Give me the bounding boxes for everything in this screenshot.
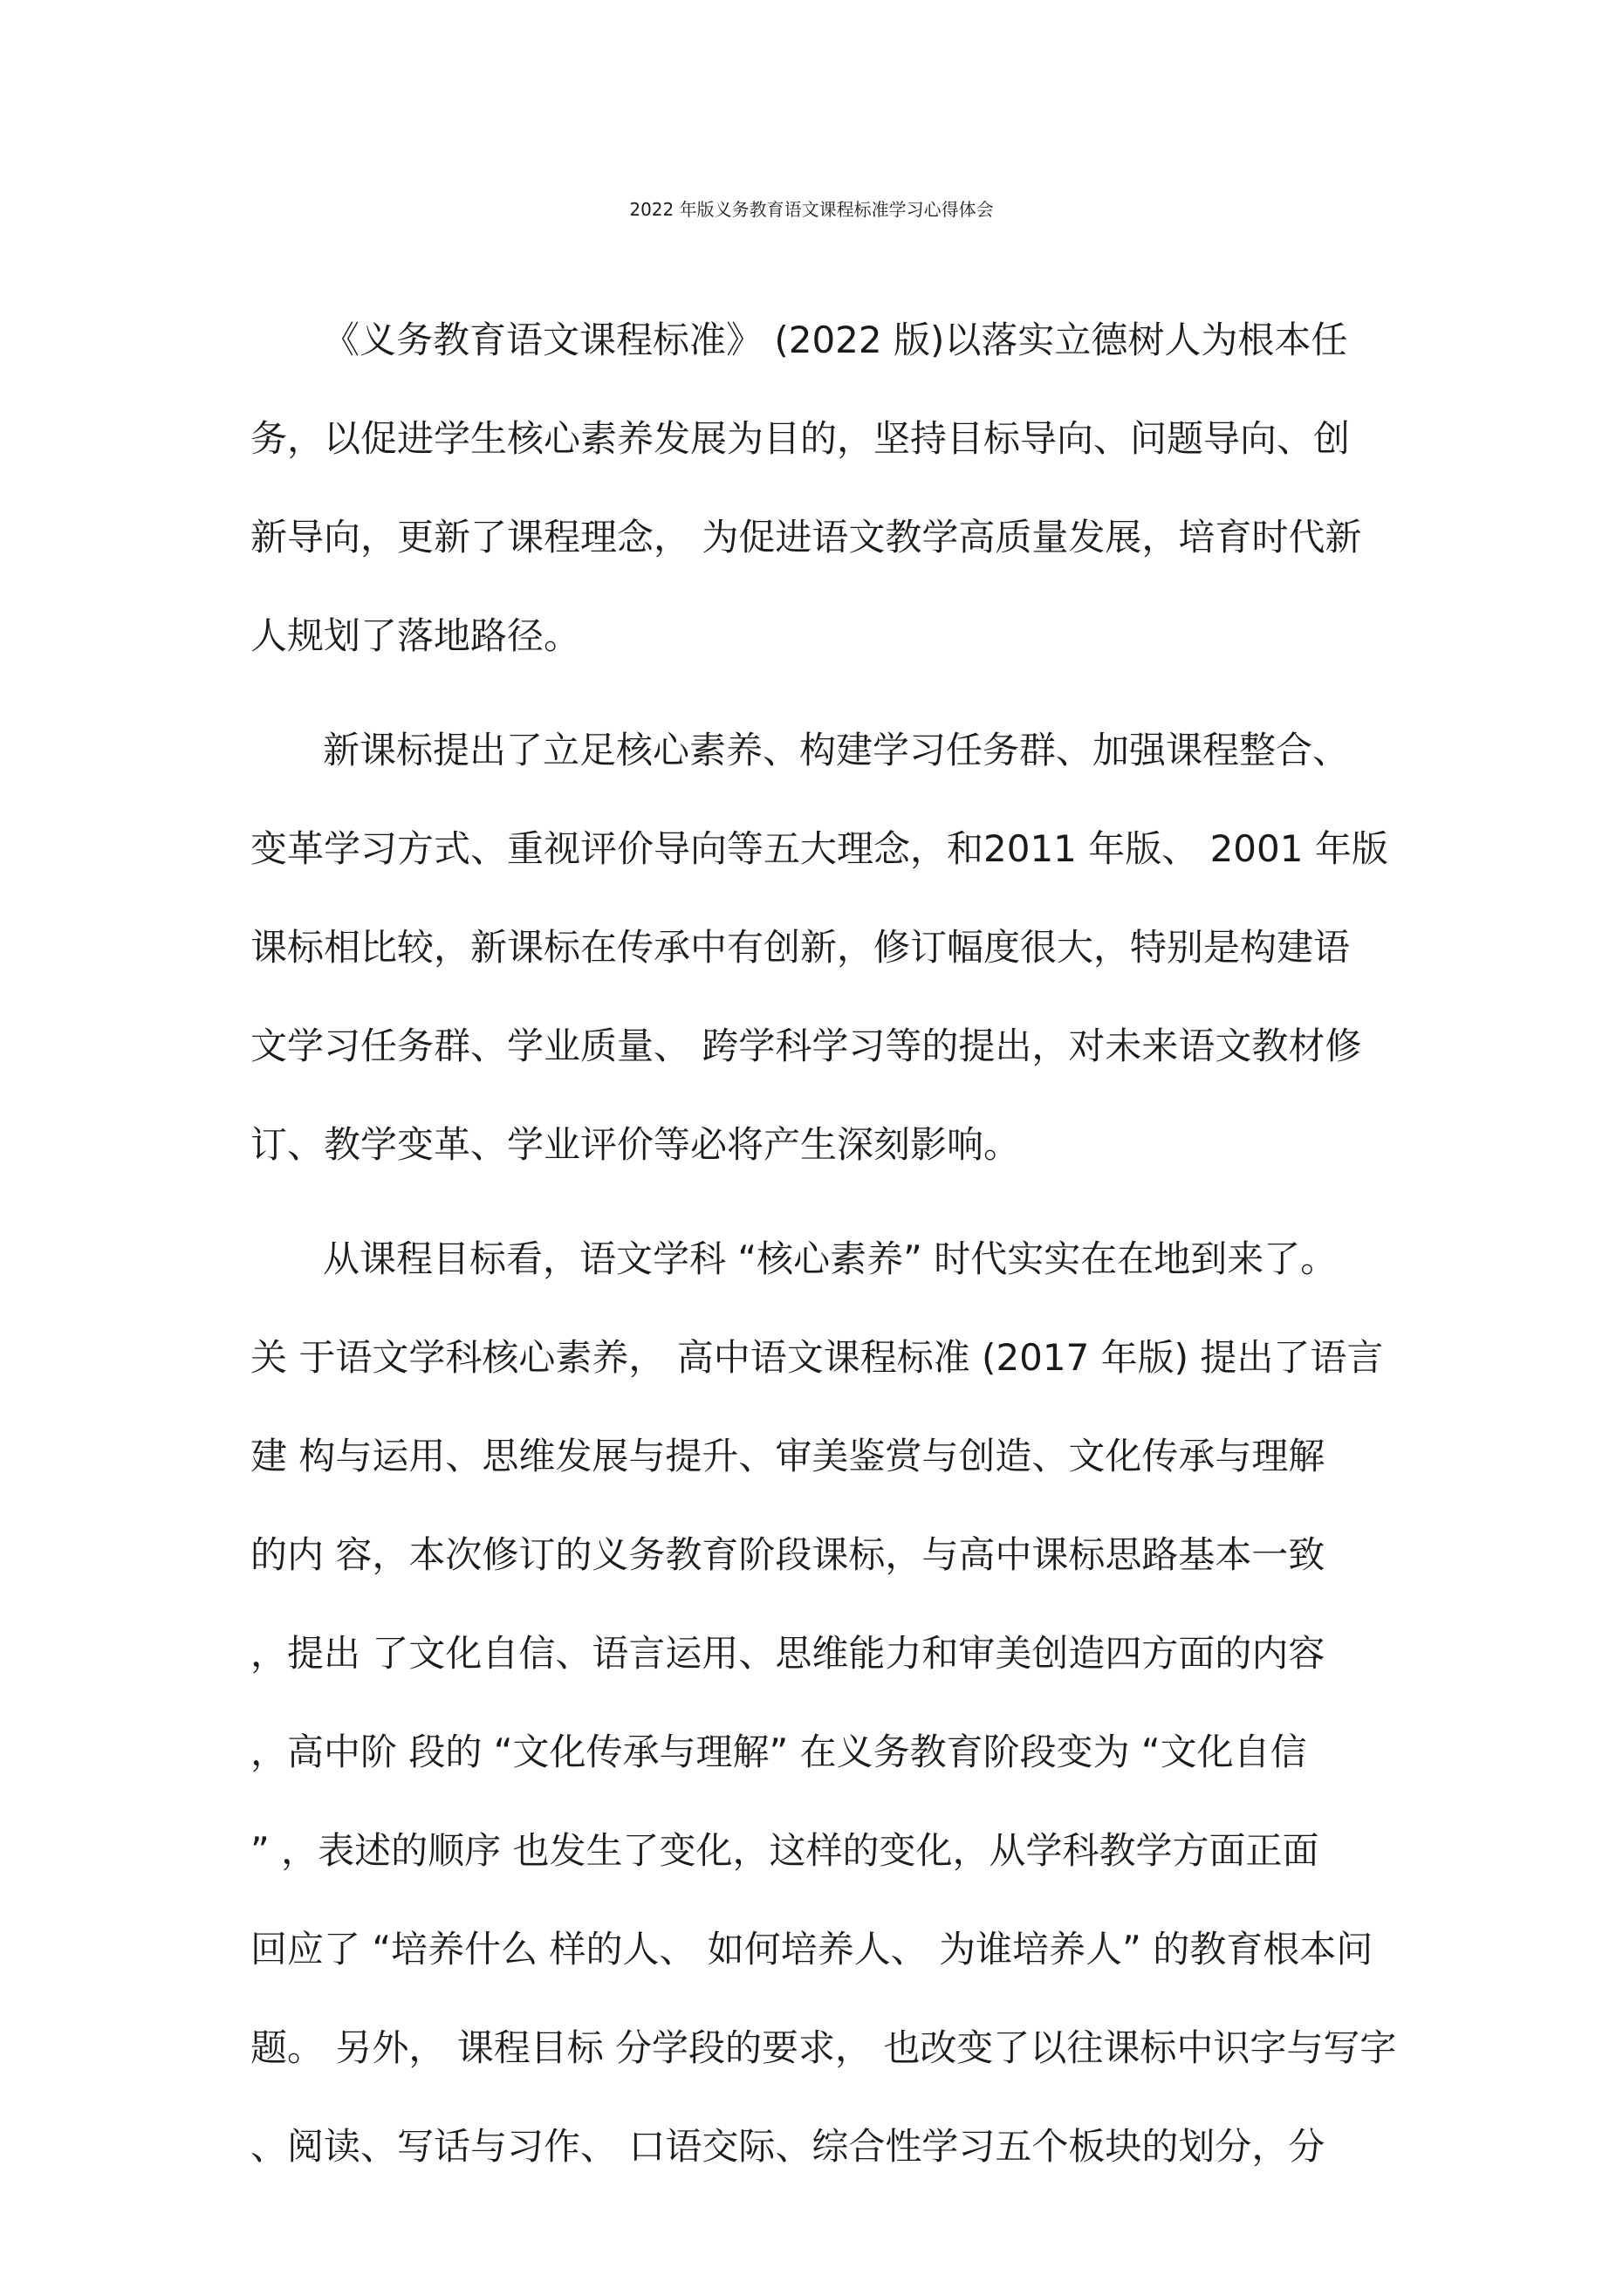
paragraph-1-line-1: 《义务教育语文课程标准》 (2022 版)以落实立德树人为根本任: [323, 319, 1348, 361]
paragraph-3-line-10: 、阅读、写话与习作、 口语交际、综合性学习五个板块的划分，分: [250, 2125, 1325, 2168]
paragraph-2-line-1: 新课标提出了立足核心素养、构建学习任务群、加强课程整合、: [323, 729, 1350, 771]
paragraph-2-line-4: 文学习任务群、学业质量、 跨学科学习等的提出，对未来语文教材修: [250, 1025, 1362, 1067]
paragraph-3-line-3: 建 构与运用、思维发展与提升、审美鉴赏与创造、文化传承与理解: [250, 1435, 1325, 1477]
paragraph-3-line-9: 题。 另外， 课程目标 分学段的要求， 也改变了以往课标中识字与写字: [250, 2026, 1397, 2069]
paragraph-3-line-7: ” ，表述的顺序 也发生了变化，这样的变化，从学科教学方面正面: [250, 1829, 1319, 1872]
paragraph-1-line-3: 新导向，更新了课程理念， 为促进语文教学高质量发展，培育时代新: [250, 516, 1362, 559]
paragraph-3-line-6: ，高中阶 段的 “文化传承与理解” 在义务教育阶段变为 “文化自信: [250, 1731, 1307, 1773]
document-title: 2022 年版义务教育语文课程标准学习心得体会: [629, 199, 994, 220]
paragraph-3-line-5: ，提出 了文化自信、语言运用、思维能力和审美创造四方面的内容: [250, 1632, 1325, 1675]
paragraph-1-line-2: 务，以促进学生核心素养发展为目的，坚持目标导向、问题导向、创: [250, 417, 1351, 460]
paragraph-1-line-4: 人规划了落地路径。: [250, 614, 581, 657]
paragraph-2-line-2: 变革学习方式、重视评价导向等五大理念，和2011 年版、 2001 年版: [250, 827, 1388, 870]
paragraph-3-line-4: 的内 容，本次修订的义务教育阶段课标，与高中课标思路基本一致: [250, 1533, 1325, 1576]
paragraph-3-line-8: 回应了 “培养什么 样的人、 如何培养人、 为谁培养人” 的教育根本问: [250, 1928, 1373, 1970]
paragraph-3-line-1: 从课程目标看，语文学科 “核心素养” 时代实实在在地到来了。: [323, 1237, 1338, 1280]
paragraph-2-line-3: 课标相比较，新课标在传承中有创新，修订幅度很大，特别是构建语: [250, 926, 1351, 969]
paragraph-2-line-5: 订、教学变革、学业评价等必将产生深刻影响。: [250, 1123, 1021, 1166]
paragraph-3-line-2: 关 于语文学科核心素养， 高中语文课程标准 (2017 年版) 提出了语言: [250, 1336, 1384, 1379]
